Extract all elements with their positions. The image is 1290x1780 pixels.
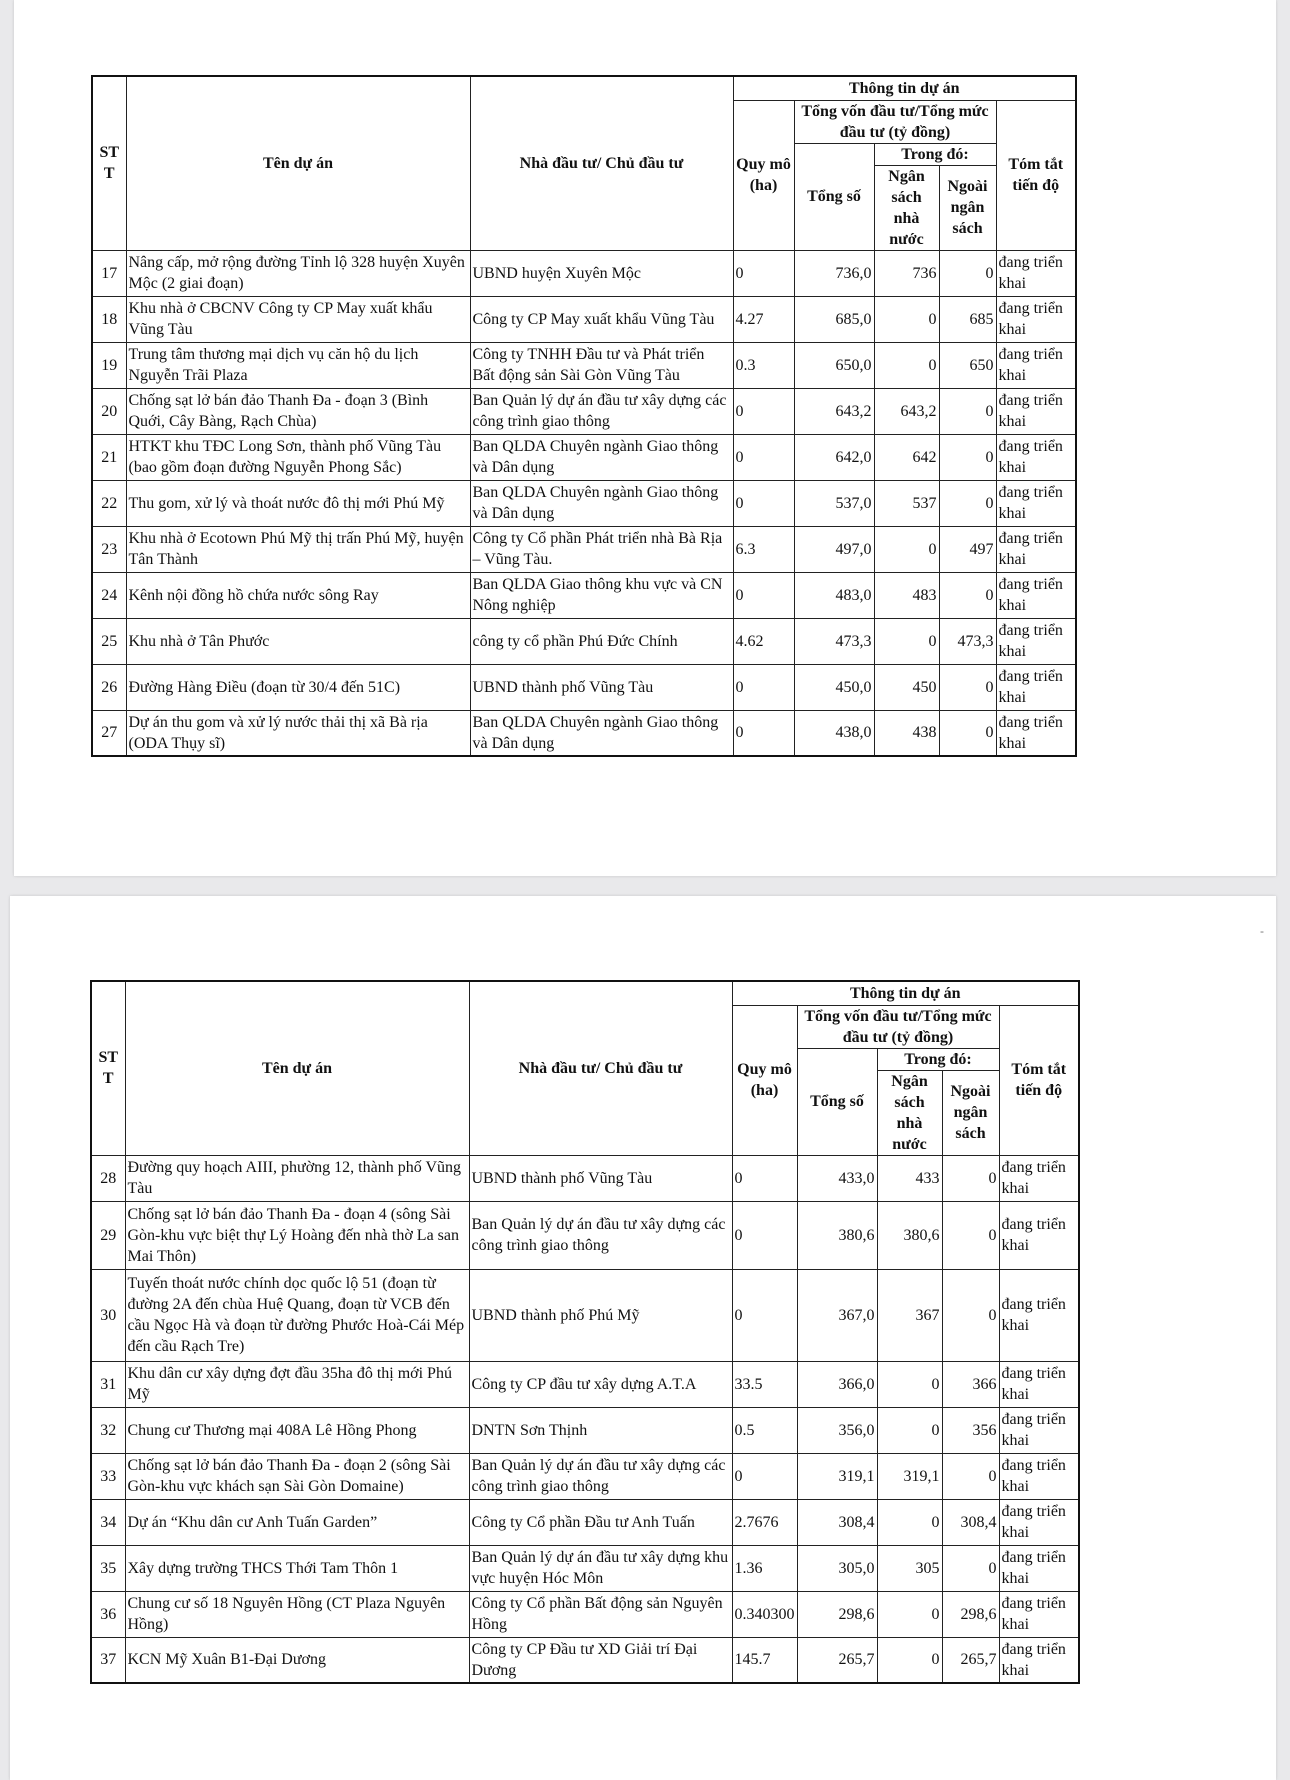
row-total: 685,0: [794, 296, 874, 342]
row-state-budget: 483: [874, 572, 939, 618]
header-stt: ST T: [91, 981, 125, 1155]
table-row: [92, 388, 1076, 434]
row-stt: 19: [92, 342, 126, 388]
row-investor: Công ty CP Đầu tư XD Giải trí Đại Dương: [469, 1637, 732, 1683]
row-total: 497,0: [794, 526, 874, 572]
row-total: 356,0: [797, 1407, 877, 1453]
row-state-budget: 0: [874, 526, 939, 572]
header-progress: Tóm tắt tiến độ: [999, 1005, 1079, 1155]
header-total-capital: Tổng vốn đầu tư/Tổng mức đầu tư (tỷ đồng): [797, 1005, 999, 1048]
row-project-name: Chống sạt lở bán đảo Thanh Đa - đoạn 2 (sông Sài Gòn-khu vực khách sạn Sài Gòn Domaine): [125, 1453, 469, 1499]
row-progress: đang triển khai: [996, 710, 1076, 756]
row-investor: UBND thành phố Vũng Tàu: [469, 1155, 732, 1201]
table-row: [91, 1407, 1079, 1453]
row-non-budget: 0: [942, 1545, 999, 1591]
table-row: [92, 434, 1076, 480]
row-stt: 28: [91, 1155, 125, 1201]
row-progress: đang triển khai: [996, 572, 1076, 618]
header-project-info: Thông tin dự án: [733, 76, 1076, 100]
row-scale: 0.340300: [732, 1591, 797, 1637]
header-total-capital: Tổng vốn đầu tư/Tổng mức đầu tư (tỷ đồng): [794, 100, 996, 143]
table-row: [91, 1155, 1079, 1201]
table-row: [91, 1201, 1079, 1269]
row-non-budget: 497: [939, 526, 996, 572]
row-total: 438,0: [794, 710, 874, 756]
row-progress: đang triển khai: [996, 618, 1076, 664]
row-non-budget: 0: [939, 664, 996, 710]
row-progress: đang triển khai: [999, 1453, 1079, 1499]
header-scale: Quy mô (ha): [733, 100, 794, 250]
project-table-page-1: [91, 75, 1077, 757]
row-project-name: Khu nhà ở CBCNV Công ty CP May xuất khẩu Vũng Tàu: [126, 296, 470, 342]
document-page-1: [14, 0, 1276, 876]
row-scale: 0: [733, 434, 794, 480]
row-progress: đang triển khai: [999, 1407, 1079, 1453]
row-stt: 34: [91, 1499, 125, 1545]
row-investor: Ban QLDA Giao thông khu vực và CN Nông nghiệp: [470, 572, 733, 618]
row-non-budget: 0: [939, 388, 996, 434]
row-project-name: Nâng cấp, mở rộng đường Tỉnh lộ 328 huyện Xuyên Mộc (2 giai đoạn): [126, 250, 470, 296]
row-stt: 31: [91, 1361, 125, 1407]
header-total: Tổng số: [794, 143, 874, 250]
row-project-name: Tuyến thoát nước chính dọc quốc lộ 51 (đoạn từ đường 2A đến chùa Huệ Quang, đoạn từ VCB đến cầu Ngọc Hà và đoạn từ đường Phước Hoà-Cái Mép đến cầu Rạch Tre): [125, 1269, 469, 1361]
row-total: 366,0: [797, 1361, 877, 1407]
document-page-2: - ST T Tên dự án Nhà đầu tư/ Chủ đầu tư Thông tin dự án Quy mô (ha) Tổng vốn đầu tư/Tổng mức đầu tư (tỷ đồng) Tóm tắt tiến độ Tổng số Trong đó: Ngân sách nhà nước Ngoài ngân sách 28 Đường quy hoạch AIII, phường 12, thành phố Vũng Tàu UBND thành phố Vũng Tàu 0 433,0 433 0 đang triển khai 29 Chống sạt lở bán đảo Thanh Đa - đoạn 4 (sông Sài Gòn-khu vực biệt thự Lý Hoàng đến nhà thờ La san Mai Thôn) Ban Quản lý dự án đầu tư xây dựng các công trình giao thông 0 380,6 380,6 0 đang triển khai 30 Tuyến thoát nước chính dọc quốc lộ 51 (đoạn từ đường 2A đến chùa Huệ Quang, đoạn từ VCB đến cầu Ngọc Hà và đoạn từ đường Phước Hoà-Cái Mép đến cầu Rạch Tre) UBND thành phố Phú Mỹ 0 367,0 367 0 đang triển khai 31 Khu dân cư xây dựng đợt đầu 35ha đô thị mới Phú Mỹ Công ty CP đầu tư xây dựng A.T.A 33.5 366,0 0 366 đang triển khai 32 Chung cư Thương mại 408A Lê Hồng Phong DNTN Sơn Thịnh 0.5 356,0 0 356 đang triển khai 33 Chống sạt lở bán đảo Thanh Đa - đoạn 2 (sông Sài Gòn-khu vực khách sạn Sài Gòn Domaine) Ban Quản lý dự án đầu tư xây dựng các công trình giao thông 0 319,1 319,1 0 đang triển khai 34 Dự án “Khu dân cư Anh Tuấn Garden” Công ty Cổ phần Đầu tư Anh Tuấn 2.7676 308,4 0 308,4 đang triển khai 35 Xây dựng trường THCS Thới Tam Thôn 1 Ban Quản lý dự án đầu tư xây dựng khu vực huyện Hóc Môn 1.36 305,0 305 0 đang triển khai 36 Chung cư số 18 Nguyên Hồng (CT Plaza Nguyên Hồng) Công ty Cổ phần Bất động sản Nguyên Hồng 0.340300 298,6 0 298,6 đang triển khai 37 KCN Mỹ Xuân B1-Đại Dương Công ty CP Đầu tư XD Giải trí Đại Dương 145.7 265,7 0 265,7 đang triển khai: [10, 896, 1276, 1780]
row-total: 450,0: [794, 664, 874, 710]
row-total: 367,0: [797, 1269, 877, 1361]
row-scale: 4.62: [733, 618, 794, 664]
table-row: [91, 1453, 1079, 1499]
header-total: Tổng số: [797, 1048, 877, 1155]
table-row: [91, 1637, 1079, 1683]
row-non-budget: 0: [942, 1269, 999, 1361]
row-non-budget: 0: [939, 250, 996, 296]
table-row: [91, 1269, 1079, 1361]
row-stt: 33: [91, 1453, 125, 1499]
row-total: 643,2: [794, 388, 874, 434]
table-row: [92, 480, 1076, 526]
table-row: [92, 572, 1076, 618]
row-stt: 37: [91, 1637, 125, 1683]
row-project-name: Chung cư số 18 Nguyên Hồng (CT Plaza Nguyên Hồng): [125, 1591, 469, 1637]
row-state-budget: 0: [877, 1499, 942, 1545]
row-investor: Ban Quản lý dự án đầu tư xây dựng các công trình giao thông: [470, 388, 733, 434]
row-non-budget: 685: [939, 296, 996, 342]
row-progress: đang triển khai: [996, 526, 1076, 572]
row-state-budget: 433: [877, 1155, 942, 1201]
row-scale: 0.5: [732, 1407, 797, 1453]
row-non-budget: 650: [939, 342, 996, 388]
header-of-which: Trong đó:: [877, 1048, 999, 1070]
row-investor: Ban QLDA Chuyên ngành Giao thông và Dân dụng: [470, 710, 733, 756]
row-total: 319,1: [797, 1453, 877, 1499]
row-scale: 0: [733, 664, 794, 710]
row-non-budget: 366: [942, 1361, 999, 1407]
row-investor: Công ty Cổ phần Bất động sản Nguyên Hồng: [469, 1591, 732, 1637]
row-state-budget: 0: [877, 1361, 942, 1407]
table-row: [91, 1591, 1079, 1637]
row-project-name: Chống sạt lở bán đảo Thanh Đa - đoạn 3 (Bình Quới, Cây Bàng, Rạch Chùa): [126, 388, 470, 434]
header-project-name: Tên dự án: [126, 76, 470, 250]
row-investor: Ban Quản lý dự án đầu tư xây dựng các công trình giao thông: [469, 1201, 732, 1269]
row-progress: đang triển khai: [996, 342, 1076, 388]
row-progress: đang triển khai: [999, 1637, 1079, 1683]
row-stt: 24: [92, 572, 126, 618]
row-total: 433,0: [797, 1155, 877, 1201]
row-total: 308,4: [797, 1499, 877, 1545]
row-total: 473,3: [794, 618, 874, 664]
row-stt: 29: [91, 1201, 125, 1269]
row-investor: UBND thành phố Vũng Tàu: [470, 664, 733, 710]
header-non-budget: Ngoài ngân sách: [939, 165, 996, 250]
row-stt: 36: [91, 1591, 125, 1637]
row-non-budget: 0: [942, 1155, 999, 1201]
table-row: [92, 710, 1076, 756]
row-non-budget: 0: [942, 1201, 999, 1269]
row-non-budget: 473,3: [939, 618, 996, 664]
row-state-budget: 0: [877, 1407, 942, 1453]
header-state-budget: Ngân sách nhà nước: [877, 1070, 942, 1155]
row-progress: đang triển khai: [999, 1499, 1079, 1545]
header-investor: Nhà đầu tư/ Chủ đầu tư: [469, 981, 732, 1155]
row-progress: đang triển khai: [999, 1269, 1079, 1361]
header-project-name: Tên dự án: [125, 981, 469, 1155]
row-investor: công ty cổ phần Phú Đức Chính: [470, 618, 733, 664]
row-project-name: Đường quy hoạch AIII, phường 12, thành phố Vũng Tàu: [125, 1155, 469, 1201]
row-state-budget: 0: [877, 1591, 942, 1637]
row-investor: UBND thành phố Phú Mỹ: [469, 1269, 732, 1361]
row-progress: đang triển khai: [996, 250, 1076, 296]
row-stt: 32: [91, 1407, 125, 1453]
row-state-budget: 450: [874, 664, 939, 710]
row-stt: 22: [92, 480, 126, 526]
table-row: [92, 526, 1076, 572]
row-investor: Ban Quản lý dự án đầu tư xây dựng các công trình giao thông: [469, 1453, 732, 1499]
row-non-budget: 0: [939, 480, 996, 526]
table-row: [91, 1545, 1079, 1591]
row-non-budget: 298,6: [942, 1591, 999, 1637]
row-non-budget: 0: [939, 710, 996, 756]
row-progress: đang triển khai: [996, 480, 1076, 526]
row-investor: Công ty Cổ phần Đầu tư Anh Tuấn: [469, 1499, 732, 1545]
row-total: 642,0: [794, 434, 874, 480]
row-project-name: Kênh nội đồng hồ chứa nước sông Ray: [126, 572, 470, 618]
row-total: 380,6: [797, 1201, 877, 1269]
row-total: 483,0: [794, 572, 874, 618]
row-scale: 0: [733, 250, 794, 296]
row-state-budget: 0: [874, 342, 939, 388]
project-table-page-2: [90, 980, 1080, 1684]
row-scale: 33.5: [732, 1361, 797, 1407]
row-investor: Công ty CP May xuất khẩu Vũng Tàu: [470, 296, 733, 342]
row-investor: Ban QLDA Chuyên ngành Giao thông và Dân dụng: [470, 480, 733, 526]
row-project-name: Khu dân cư xây dựng đợt đầu 35ha đô thị mới Phú Mỹ: [125, 1361, 469, 1407]
row-investor: Ban Quản lý dự án đầu tư xây dựng khu vực huyện Hóc Môn: [469, 1545, 732, 1591]
row-state-budget: 319,1: [877, 1453, 942, 1499]
row-progress: đang triển khai: [999, 1591, 1079, 1637]
header-project-info: Thông tin dự án: [732, 981, 1079, 1005]
row-project-name: HTKT khu TĐC Long Sơn, thành phố Vũng Tàu (bao gồm đoạn đường Nguyễn Phong Sắc): [126, 434, 470, 480]
row-stt: 18: [92, 296, 126, 342]
header-state-budget: Ngân sách nhà nước: [874, 165, 939, 250]
row-progress: đang triển khai: [996, 434, 1076, 480]
row-scale: 6.3: [733, 526, 794, 572]
row-scale: 0: [733, 710, 794, 756]
row-non-budget: 0: [939, 572, 996, 618]
row-scale: 4.27: [733, 296, 794, 342]
row-total: 265,7: [797, 1637, 877, 1683]
row-stt: 27: [92, 710, 126, 756]
row-non-budget: 0: [939, 434, 996, 480]
row-state-budget: 537: [874, 480, 939, 526]
row-scale: 0: [733, 388, 794, 434]
row-progress: đang triển khai: [999, 1155, 1079, 1201]
row-total: 305,0: [797, 1545, 877, 1591]
table-row: [91, 1361, 1079, 1407]
row-non-budget: 0: [942, 1453, 999, 1499]
row-non-budget: 308,4: [942, 1499, 999, 1545]
row-progress: đang triển khai: [999, 1361, 1079, 1407]
row-scale: 0: [732, 1201, 797, 1269]
row-investor: Ban QLDA Chuyên ngành Giao thông và Dân dụng: [470, 434, 733, 480]
row-total: 298,6: [797, 1591, 877, 1637]
row-progress: đang triển khai: [996, 664, 1076, 710]
table-row: [92, 618, 1076, 664]
row-state-budget: 0: [874, 618, 939, 664]
row-state-budget: 438: [874, 710, 939, 756]
table-row: [92, 250, 1076, 296]
row-progress: đang triển khai: [996, 388, 1076, 434]
table-row: [92, 664, 1076, 710]
row-project-name: KCN Mỹ Xuân B1-Đại Dương: [125, 1637, 469, 1683]
table-row: [92, 296, 1076, 342]
row-stt: 23: [92, 526, 126, 572]
row-project-name: Chung cư Thương mại 408A Lê Hồng Phong: [125, 1407, 469, 1453]
row-state-budget: 380,6: [877, 1201, 942, 1269]
row-project-name: Dự án thu gom và xử lý nước thải thị xã Bà rịa (ODA Thụy sĩ): [126, 710, 470, 756]
row-progress: đang triển khai: [999, 1201, 1079, 1269]
row-scale: 0: [733, 572, 794, 618]
row-state-budget: 305: [877, 1545, 942, 1591]
row-project-name: Khu nhà ở Tân Phước: [126, 618, 470, 664]
row-state-budget: 0: [874, 296, 939, 342]
row-investor: DNTN Sơn Thịnh: [469, 1407, 732, 1453]
row-total: 537,0: [794, 480, 874, 526]
row-scale: 0: [733, 480, 794, 526]
table-row: [92, 342, 1076, 388]
row-project-name: Xây dựng trường THCS Thới Tam Thôn 1: [125, 1545, 469, 1591]
row-scale: 0.3: [733, 342, 794, 388]
row-total: 650,0: [794, 342, 874, 388]
row-scale: 0: [732, 1155, 797, 1201]
row-stt: 21: [92, 434, 126, 480]
row-investor: Công ty TNHH Đầu tư và Phát triển Bất động sản Sài Gòn Vũng Tàu: [470, 342, 733, 388]
row-progress: đang triển khai: [999, 1545, 1079, 1591]
header-investor: Nhà đầu tư/ Chủ đầu tư: [470, 76, 733, 250]
header-of-which: Trong đó:: [874, 143, 996, 165]
row-state-budget: 736: [874, 250, 939, 296]
row-scale: 0: [732, 1453, 797, 1499]
row-scale: 1.36: [732, 1545, 797, 1591]
row-scale: 145.7: [732, 1637, 797, 1683]
row-total: 736,0: [794, 250, 874, 296]
table-row: [91, 1499, 1079, 1545]
row-state-budget: 0: [877, 1637, 942, 1683]
row-progress: đang triển khai: [996, 296, 1076, 342]
row-stt: 25: [92, 618, 126, 664]
row-state-budget: 642: [874, 434, 939, 480]
header-non-budget: Ngoài ngân sách: [942, 1070, 999, 1155]
row-project-name: Đường Hàng Điều (đoạn từ 30/4 đến 51C): [126, 664, 470, 710]
row-stt: 35: [91, 1545, 125, 1591]
row-stt: 26: [92, 664, 126, 710]
row-investor: Công ty CP đầu tư xây dựng A.T.A: [469, 1361, 732, 1407]
row-non-budget: 356: [942, 1407, 999, 1453]
row-scale: 0: [732, 1269, 797, 1361]
table-body-page-1: [92, 250, 1076, 756]
row-project-name: Chống sạt lở bán đảo Thanh Đa - đoạn 4 (sông Sài Gòn-khu vực biệt thự Lý Hoàng đến nhà thờ La san Mai Thôn): [125, 1201, 469, 1269]
row-project-name: Dự án “Khu dân cư Anh Tuấn Garden”: [125, 1499, 469, 1545]
row-scale: 2.7676: [732, 1499, 797, 1545]
row-state-budget: 643,2: [874, 388, 939, 434]
header-scale: Quy mô (ha): [732, 1005, 797, 1155]
header-stt: ST T: [92, 76, 126, 250]
header-progress: Tóm tắt tiến độ: [996, 100, 1076, 250]
row-project-name: Trung tâm thương mại dịch vụ căn hộ du lịch Nguyễn Trãi Plaza: [126, 342, 470, 388]
row-investor: UBND huyện Xuyên Mộc: [470, 250, 733, 296]
row-investor: Công ty Cổ phần Phát triển nhà Bà Rịa – Vũng Tàu.: [470, 526, 733, 572]
row-non-budget: 265,7: [942, 1637, 999, 1683]
row-state-budget: 367: [877, 1269, 942, 1361]
row-project-name: Thu gom, xử lý và thoát nước đô thị mới Phú Mỹ: [126, 480, 470, 526]
row-stt: 17: [92, 250, 126, 296]
row-project-name: Khu nhà ở Ecotown Phú Mỹ thị trấn Phú Mỹ, huyện Tân Thành: [126, 526, 470, 572]
row-stt: 20: [92, 388, 126, 434]
row-stt: 30: [91, 1269, 125, 1361]
table-body-page-2: [91, 1155, 1079, 1683]
